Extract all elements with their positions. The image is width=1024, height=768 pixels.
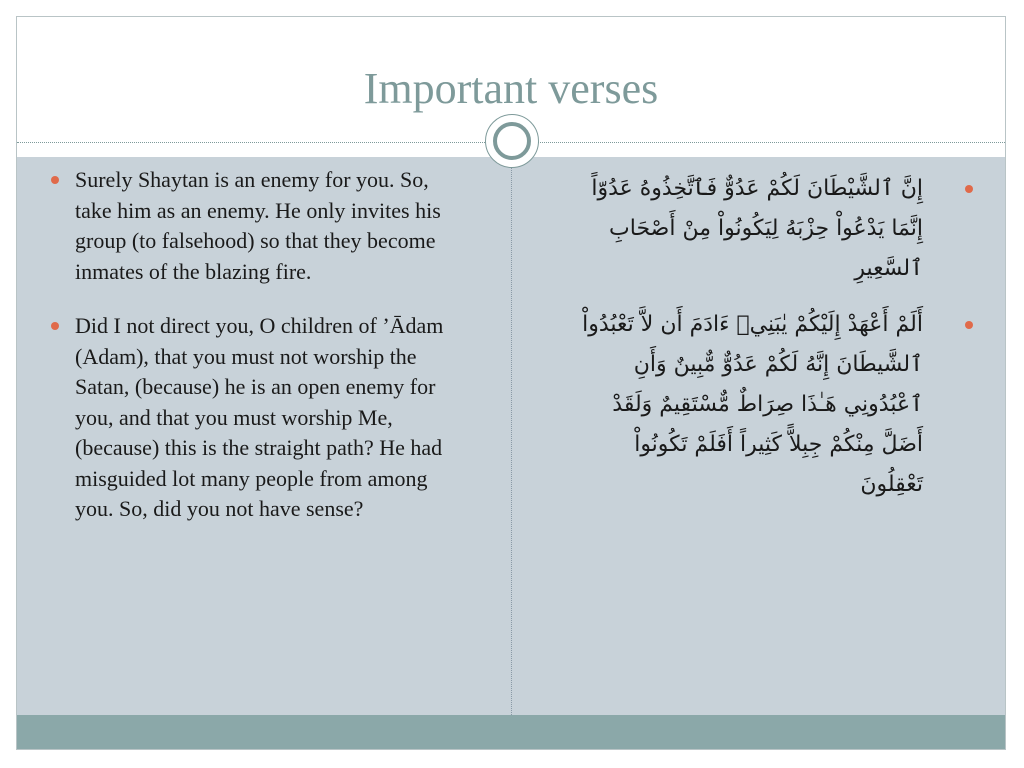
arabic-verse-text: إِنَّ ٱلشَّيْطَانَ لَكُمْ عَدُوٌّ فَٱتَّخِذُوهُ عَدُوّاً إِنَّمَا يَدْعُواْ حِزْبَهُ لِيَكُونُواْ مِنْ أَصْحَابِ ٱلسَّعِيرِ bbox=[591, 176, 923, 281]
english-verse-item bbox=[49, 165, 469, 287]
english-verse-list bbox=[49, 165, 469, 549]
content-panel bbox=[17, 157, 1005, 717]
english-verse-text: Surely Shaytan is an enemy for you. So, take him as an enemy. He only invites his group (to falsehood) so that they become inmates of the blazing fire. bbox=[75, 167, 441, 284]
bullet-dot-icon bbox=[51, 322, 59, 330]
english-verse-text: Did I not direct you, O children of ’Ādam (Adam), that you must not worship the Satan, (because) he is an open enemy for you, and that you must worship Me, (because) this is the straight path? He had misguided lot many people from among you. So, did you not have sense? bbox=[75, 313, 444, 521]
slide-title: Important verses bbox=[363, 64, 659, 113]
double-ring-ornament-icon bbox=[485, 114, 539, 168]
footer-band bbox=[17, 715, 1005, 749]
bullet-dot-icon bbox=[965, 321, 973, 329]
bullet-dot-icon bbox=[965, 185, 973, 193]
arabic-verse-text: أَلَمْ أَعْهَدْ إِلَيْكُمْ يٰبَنِيۤ ءَادَمَ أَن لاَّ تَعْبُدُواْ ٱلشَّيطَانَ إِنَّهُ لَكُمْ عَدُوٌّ مٌّبِينٌ وَأَنِ ٱعْبُدُونِي هَـٰذَا صِرَاطٌ مٌّسْتَقِيمٌ وَلَقَدْ أَضَلَّ مِنْكُمْ جِبِلاًّ كَثِيراً أَفَلَمْ تَكُونُواْ تَعْقِلُونَ bbox=[582, 312, 923, 497]
arabic-verse-list bbox=[565, 169, 975, 521]
arabic-verse-item bbox=[565, 169, 975, 289]
bullet-dot-icon bbox=[51, 176, 59, 184]
english-verse-item bbox=[49, 311, 469, 525]
column-separator bbox=[511, 157, 512, 717]
slide bbox=[16, 16, 1006, 750]
arabic-verse-item bbox=[565, 305, 975, 505]
